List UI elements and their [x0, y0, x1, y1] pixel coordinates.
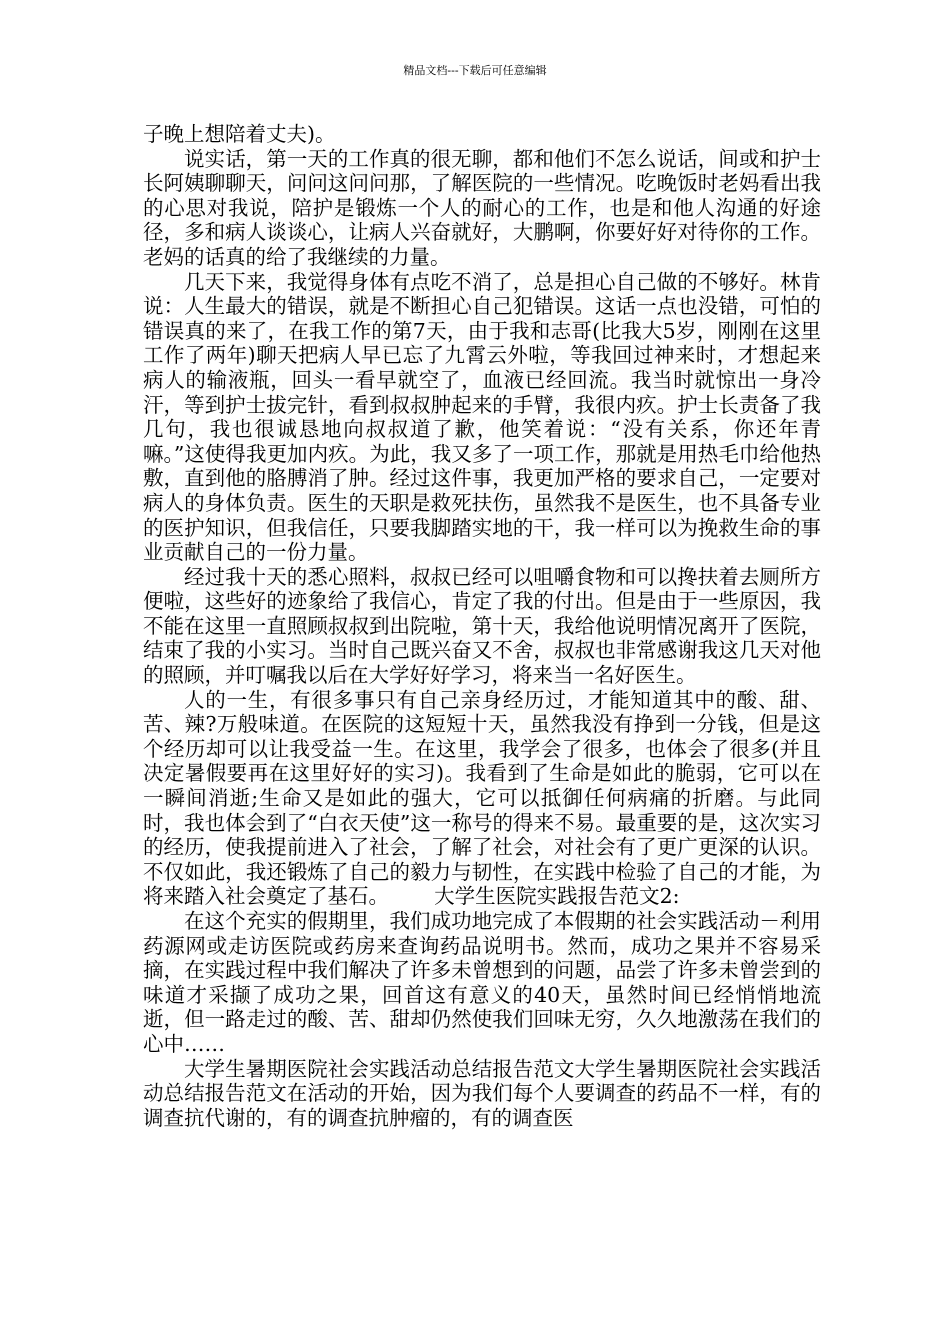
paragraph-2: 说实话，第一天的工作真的很无聊，都和他们不怎么说话，间或和护士长阿姨聊聊天，问问这问问那，了解医院的一些情况。吃晚饭时老妈看出我的心思对我说，陪护是锻炼一个人的耐心的工作，也是和他人沟通的好途径，多和病人谈谈心，让病人兴奋就好，大鹏啊，你要好好对待你的工作。老妈的话真的给了我继续的力量。 [143, 146, 821, 269]
paragraph-1: 子晚上想陪着丈夫)。 [143, 122, 336, 146]
paragraph-6: 在这个充实的假期里，我们成功地完成了本假期的社会实践活动－利用药源网或走访医院或药房来查询药品说明书。然而，成功之果并不容易采摘，在实践过程中我们解决了许多未曾想到的问题，品尝了许多未曾尝到的味道才采撷了成功之果，回首这有意义的40天，虽然时间已经悄悄地流逝，但一路走过的酸、苦、甜却仍然使我们回味无穷，久久地激荡在我们的心中…… [143, 909, 821, 1056]
paragraph-5 [143, 688, 821, 909]
page-header: 精品文档---下载后可任意编辑 [403, 64, 547, 77]
document-body [143, 122, 821, 1130]
section-heading: 大学生医院实践报告范文2: [434, 884, 680, 909]
paragraph-5-text: 人的一生，有很多事只有自己亲身经历过，才能知道其中的酸、甜、苦、辣?万般味道。在医院的这短短十天，虽然我没有挣到一分钱，但是这个经历却可以让我受益一生。在这里，我学会了很多，也体会了很多(并且决定暑假要再在这里好好的实习)。我看到了生命是如此的脆弱，它可以在一瞬间消逝;生命又是如此的强大，它可以抵御任何病痛的折磨。与此同时，我也体会到了“白衣天使”这一称号的得来不易。最重要的是，这次实习的经历，使我提前进入了社会，了解了社会，对社会有了更广更深的认识。不仅如此，我还锻炼了自己的毅力与韧性，在实践中检验了自己的才能，为将来踏入社会奠定了基石。 [143, 687, 821, 909]
paragraph-4: 经过我十天的悉心照料，叔叔已经可以咀嚼食物和可以搀扶着去厕所方便啦，这些好的迹象给了我信心，肯定了我的付出。但是由于一些原因，我不能在这里一直照顾叔叔到出院啦，第十天，我给他说明情况离开了医院，结束了我的小实习。当时自己既兴奋又不舍，叔叔也非常感谢我这几天对他的照顾，并叮嘱我以后在大学好好学习，将来当一名好医生。 [143, 564, 821, 688]
paragraph-7: 大学生暑期医院社会实践活动总结报告范文大学生暑期医院社会实践活动总结报告范文在活动的开始，因为我们每个人要调查的药品不一样，有的调查抗代谢的，有的调查抗肿瘤的，有的调查医 [143, 1056, 821, 1130]
paragraph-3: 几天下来，我觉得身体有点吃不消了，总是担心自己做的不够好。林肯说：人生最大的错误，就是不断担心自己犯错误。这话一点也没错，可怕的错误真的来了，在我工作的第7天，由于我和志哥(比我大5岁，刚刚在这里工作了两年)聊天把病人早已忘了九霄云外啦，等我回过神来时，才想起来病人的输液瓶，回头一看早就空了，血液已经回流。我当时就惊出一身冷汗，等到护士拔完针，看到叔叔肿起来的手臂，我很内疚。护士长责备了我几句，我也很诚恳地向叔叔道了歉，他笑着说：“没有关系，你还年青嘛。”这使得我更加内疚。为此，我又多了一项工作，那就是用热毛巾给他热敷，直到他的胳膊消了肿。经过这件事，我更加严格的要求自己，一定要对病人的身体负责。医生的天职是救死扶伤，虽然我不是医生，也不具备专业的医护知识，但我信任，只要我脚踏实地的干，我一样可以为挽救生命的事业贡献自己的一份力量。 [143, 269, 821, 565]
